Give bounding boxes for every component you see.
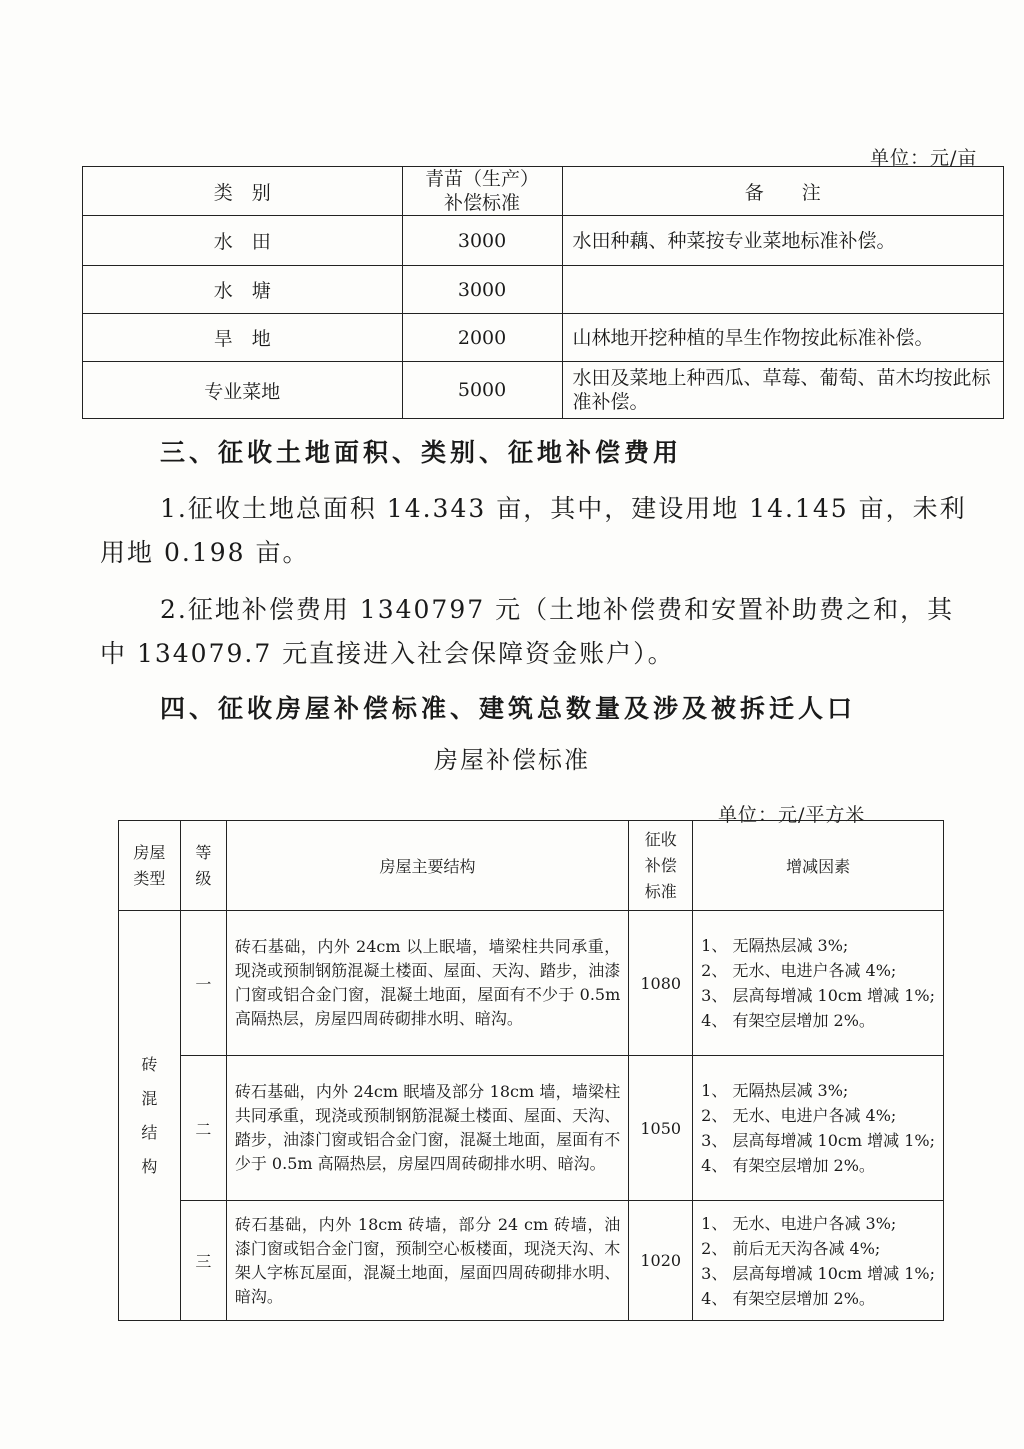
header-house-type: 房屋类型 xyxy=(119,821,181,911)
row-note: 山林地开挖种植的旱生作物按此标准补偿。 xyxy=(562,314,1004,362)
table-header-row xyxy=(119,821,944,911)
table-row xyxy=(83,314,1004,362)
header-grade: 等级 xyxy=(180,821,226,911)
header-category: 类 别 xyxy=(83,167,403,216)
row-type: 水 田 xyxy=(83,216,403,266)
table-row xyxy=(83,266,1004,314)
table-row xyxy=(119,1201,944,1321)
row-value: 2000 xyxy=(402,314,562,362)
housing-compensation-table xyxy=(118,820,944,1321)
section-heading-3: 三、征收土地面积、类别、征地补偿费用 xyxy=(160,438,683,467)
category-cell xyxy=(119,911,181,1321)
row-value: 5000 xyxy=(402,362,562,419)
row-price: 1020 xyxy=(629,1201,693,1321)
paragraph-2 xyxy=(100,588,970,676)
row-note: 水田及菜地上种西瓜、草莓、葡萄、苗木均按此标准补偿。 xyxy=(562,362,1004,419)
row-factors: 1、 无隔热层减 3%; 2、 无水、电进户各减 4%; 3、 层高每增减 10cm 增减 1%; 4、 有架空层增加 2%。 xyxy=(693,1056,944,1201)
table-row xyxy=(83,216,1004,266)
crop-compensation-table xyxy=(82,166,1004,419)
table-header-row xyxy=(83,167,1004,216)
row-structure: 砖石基础，内外 24cm 眠墙及部分 18cm 墙，墙梁柱共同承重，现浇或预制钢筋混凝土楼面、屋面、天沟、踏步，油漆门窗或铝合金门窗，混凝土地面，屋面有不少于 0.5m 高隔热层，房屋四周砖砌排水明、暗沟。 xyxy=(226,1056,628,1201)
row-grade: 二 xyxy=(180,1056,226,1201)
row-type: 水 塘 xyxy=(83,266,403,314)
header-note: 备 注 xyxy=(562,167,1004,216)
category-label: 砖混结构 xyxy=(141,1054,158,1176)
paragraph-1-text: 1.征收土地总面积 14.343 亩，其中，建设用地 14.145 亩，未利用地 0.198 亩。 xyxy=(100,494,967,567)
header-standard: 青苗（生产）补偿标准 xyxy=(402,167,562,216)
row-structure: 砖石基础，内外 24cm 以上眠墙，墙梁柱共同承重，现浇或预制钢筋混凝土楼面、屋面、天沟、踏步，油漆门窗或铝合金门窗，混凝土地面，屋面有不少于 0.5m 高隔热层，房屋四周砖砌排水明、暗沟。 xyxy=(226,911,628,1056)
row-type: 专业菜地 xyxy=(83,362,403,419)
row-grade: 一 xyxy=(180,911,226,1056)
section-heading-4: 四、征收房屋补偿标准、建筑总数量及涉及被拆迁人口 xyxy=(160,694,857,723)
row-price: 1080 xyxy=(629,911,693,1056)
row-structure: 砖石基础，内外 18cm 砖墙，部分 24 cm 砖墙，油漆门窗或铝合金门窗，预制空心板楼面，现浇天沟、木架人字栋瓦屋面，混凝土地面，屋面四周砖砌排水明、暗沟。 xyxy=(226,1201,628,1321)
row-note: 水田种藕、种菜按专业菜地标准补偿。 xyxy=(562,216,1004,266)
paragraph-1 xyxy=(100,487,970,575)
row-grade: 三 xyxy=(180,1201,226,1321)
header-structure: 房屋主要结构 xyxy=(226,821,628,911)
table-row xyxy=(119,1056,944,1201)
paragraph-2-text: 2.征地补偿费用 1340797 元（土地补偿费和安置补助费之和，其中 134079.7 元直接进入社会保障资金账户）。 xyxy=(100,595,955,668)
header-price: 征收补偿标准 xyxy=(629,821,693,911)
unit-label-land: 单位：元/亩 xyxy=(870,147,978,169)
table-row xyxy=(83,362,1004,419)
table-row xyxy=(119,911,944,1056)
row-factors: 1、 无水、电进户各减 3%; 2、 前后无天沟各减 4%; 3、 层高每增减 10cm 增减 1%; 4、 有架空层增加 2%。 xyxy=(693,1201,944,1321)
row-factors: 1、 无隔热层减 3%; 2、 无水、电进户各减 4%; 3、 层高每增减 10cm 增减 1%; 4、 有架空层增加 2%。 xyxy=(693,911,944,1056)
row-price: 1050 xyxy=(629,1056,693,1201)
unit-label-housing: 单位：元/平方米 xyxy=(718,804,866,826)
row-value: 3000 xyxy=(402,216,562,266)
header-factors: 增减因素 xyxy=(693,821,944,911)
table-title: 房屋补偿标准 xyxy=(434,746,590,774)
row-type: 旱 地 xyxy=(83,314,403,362)
row-note xyxy=(562,266,1004,314)
row-value: 3000 xyxy=(402,266,562,314)
